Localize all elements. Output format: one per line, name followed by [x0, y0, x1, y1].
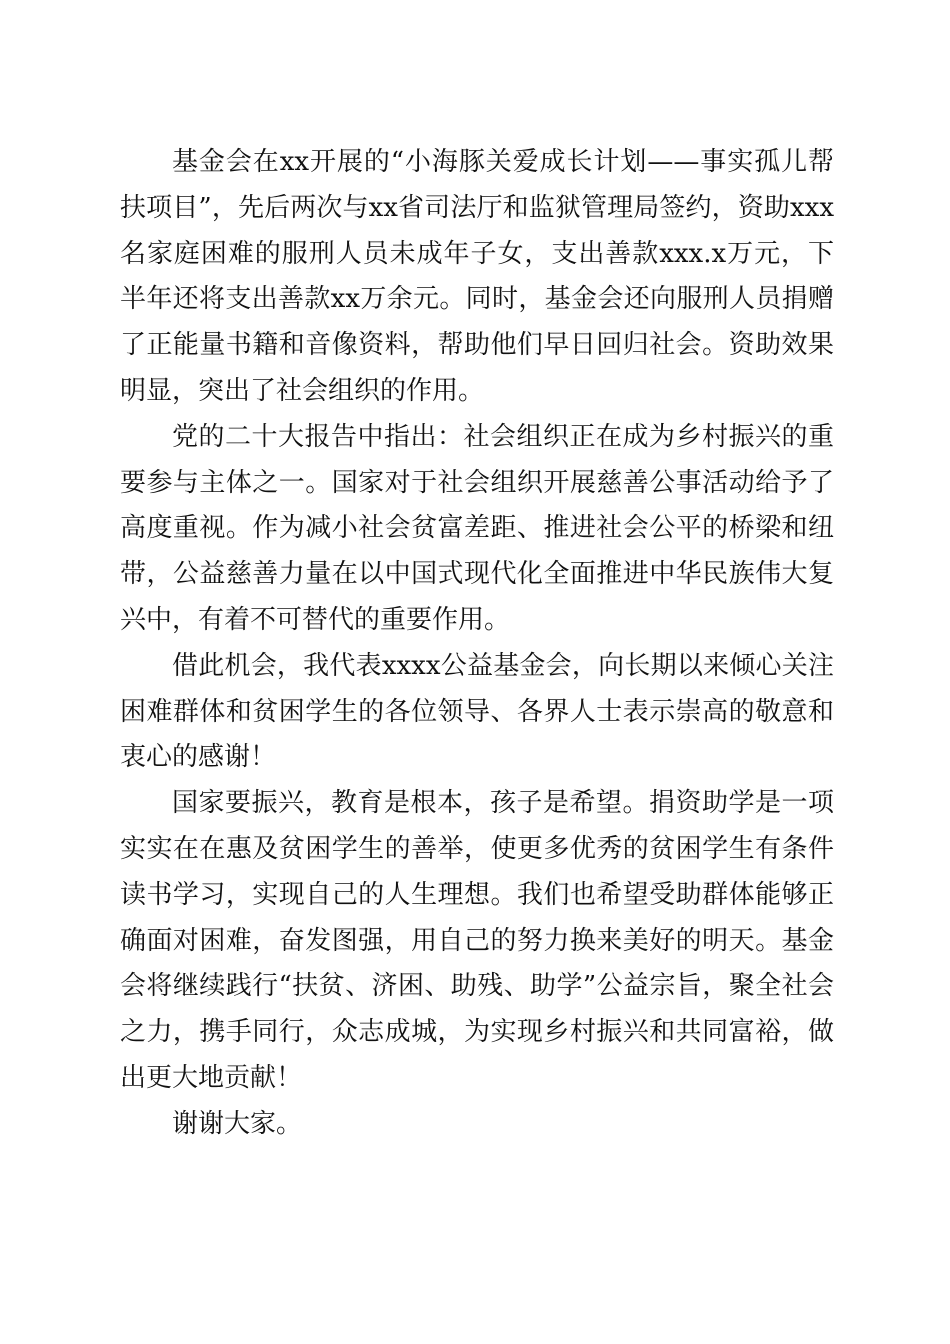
document-body [120, 140, 834, 1148]
paragraph-foundation-project: 基金会在xx开展的“小海豚关爱成长计划——事实孤儿帮扶项目”，先后两次与xx省司法厅和监狱管理局签约，资助xxx名家庭困难的服刑人员未成年子女，支出善款xxx.x万元，下半年还将支出善款xx万余元。同时，基金会还向服刑人员捐赠了正能量书籍和音像资料，帮助他们早日回归社会。资助效果明显，突出了社会组织的作用。 [120, 147, 834, 406]
paragraph-twentieth-congress: 党的二十大报告中指出：社会组织正在成为乡村振兴的重要参与主体之一。国家对于社会组织开展慈善公事活动给予了高度重视。作为减小社会贫富差距、推进社会公平的桥梁和纽带，公益慈善力量在以中国式现代化全面推进中华民族伟大复兴中，有着不可替代的重要作用。 [120, 421, 834, 635]
paragraph-closing: 谢谢大家。 [172, 1108, 303, 1139]
paragraph-gratitude: 借此机会，我代表xxxx公益基金会，向长期以来倾心关注困难群体和贫困学生的各位领导、各界人士表示崇高的敬意和衷心的感谢！ [120, 650, 834, 773]
paragraph-education: 国家要振兴，教育是根本，孩子是希望。捐资助学是一项实实在在惠及贫困学生的善举，使更多优秀的贫困学生有条件读书学习，实现自己的人生理想。我们也希望受助群体能够正确面对困难，奋发图强，用自己的努力换来美好的明天。基金会将继续践行“扶贫、济困、助残、助学”公益宗旨，聚全社会之力，携手同行，众志成城，为实现乡村振兴和共同富裕，做出更大地贡献！ [120, 788, 834, 1093]
